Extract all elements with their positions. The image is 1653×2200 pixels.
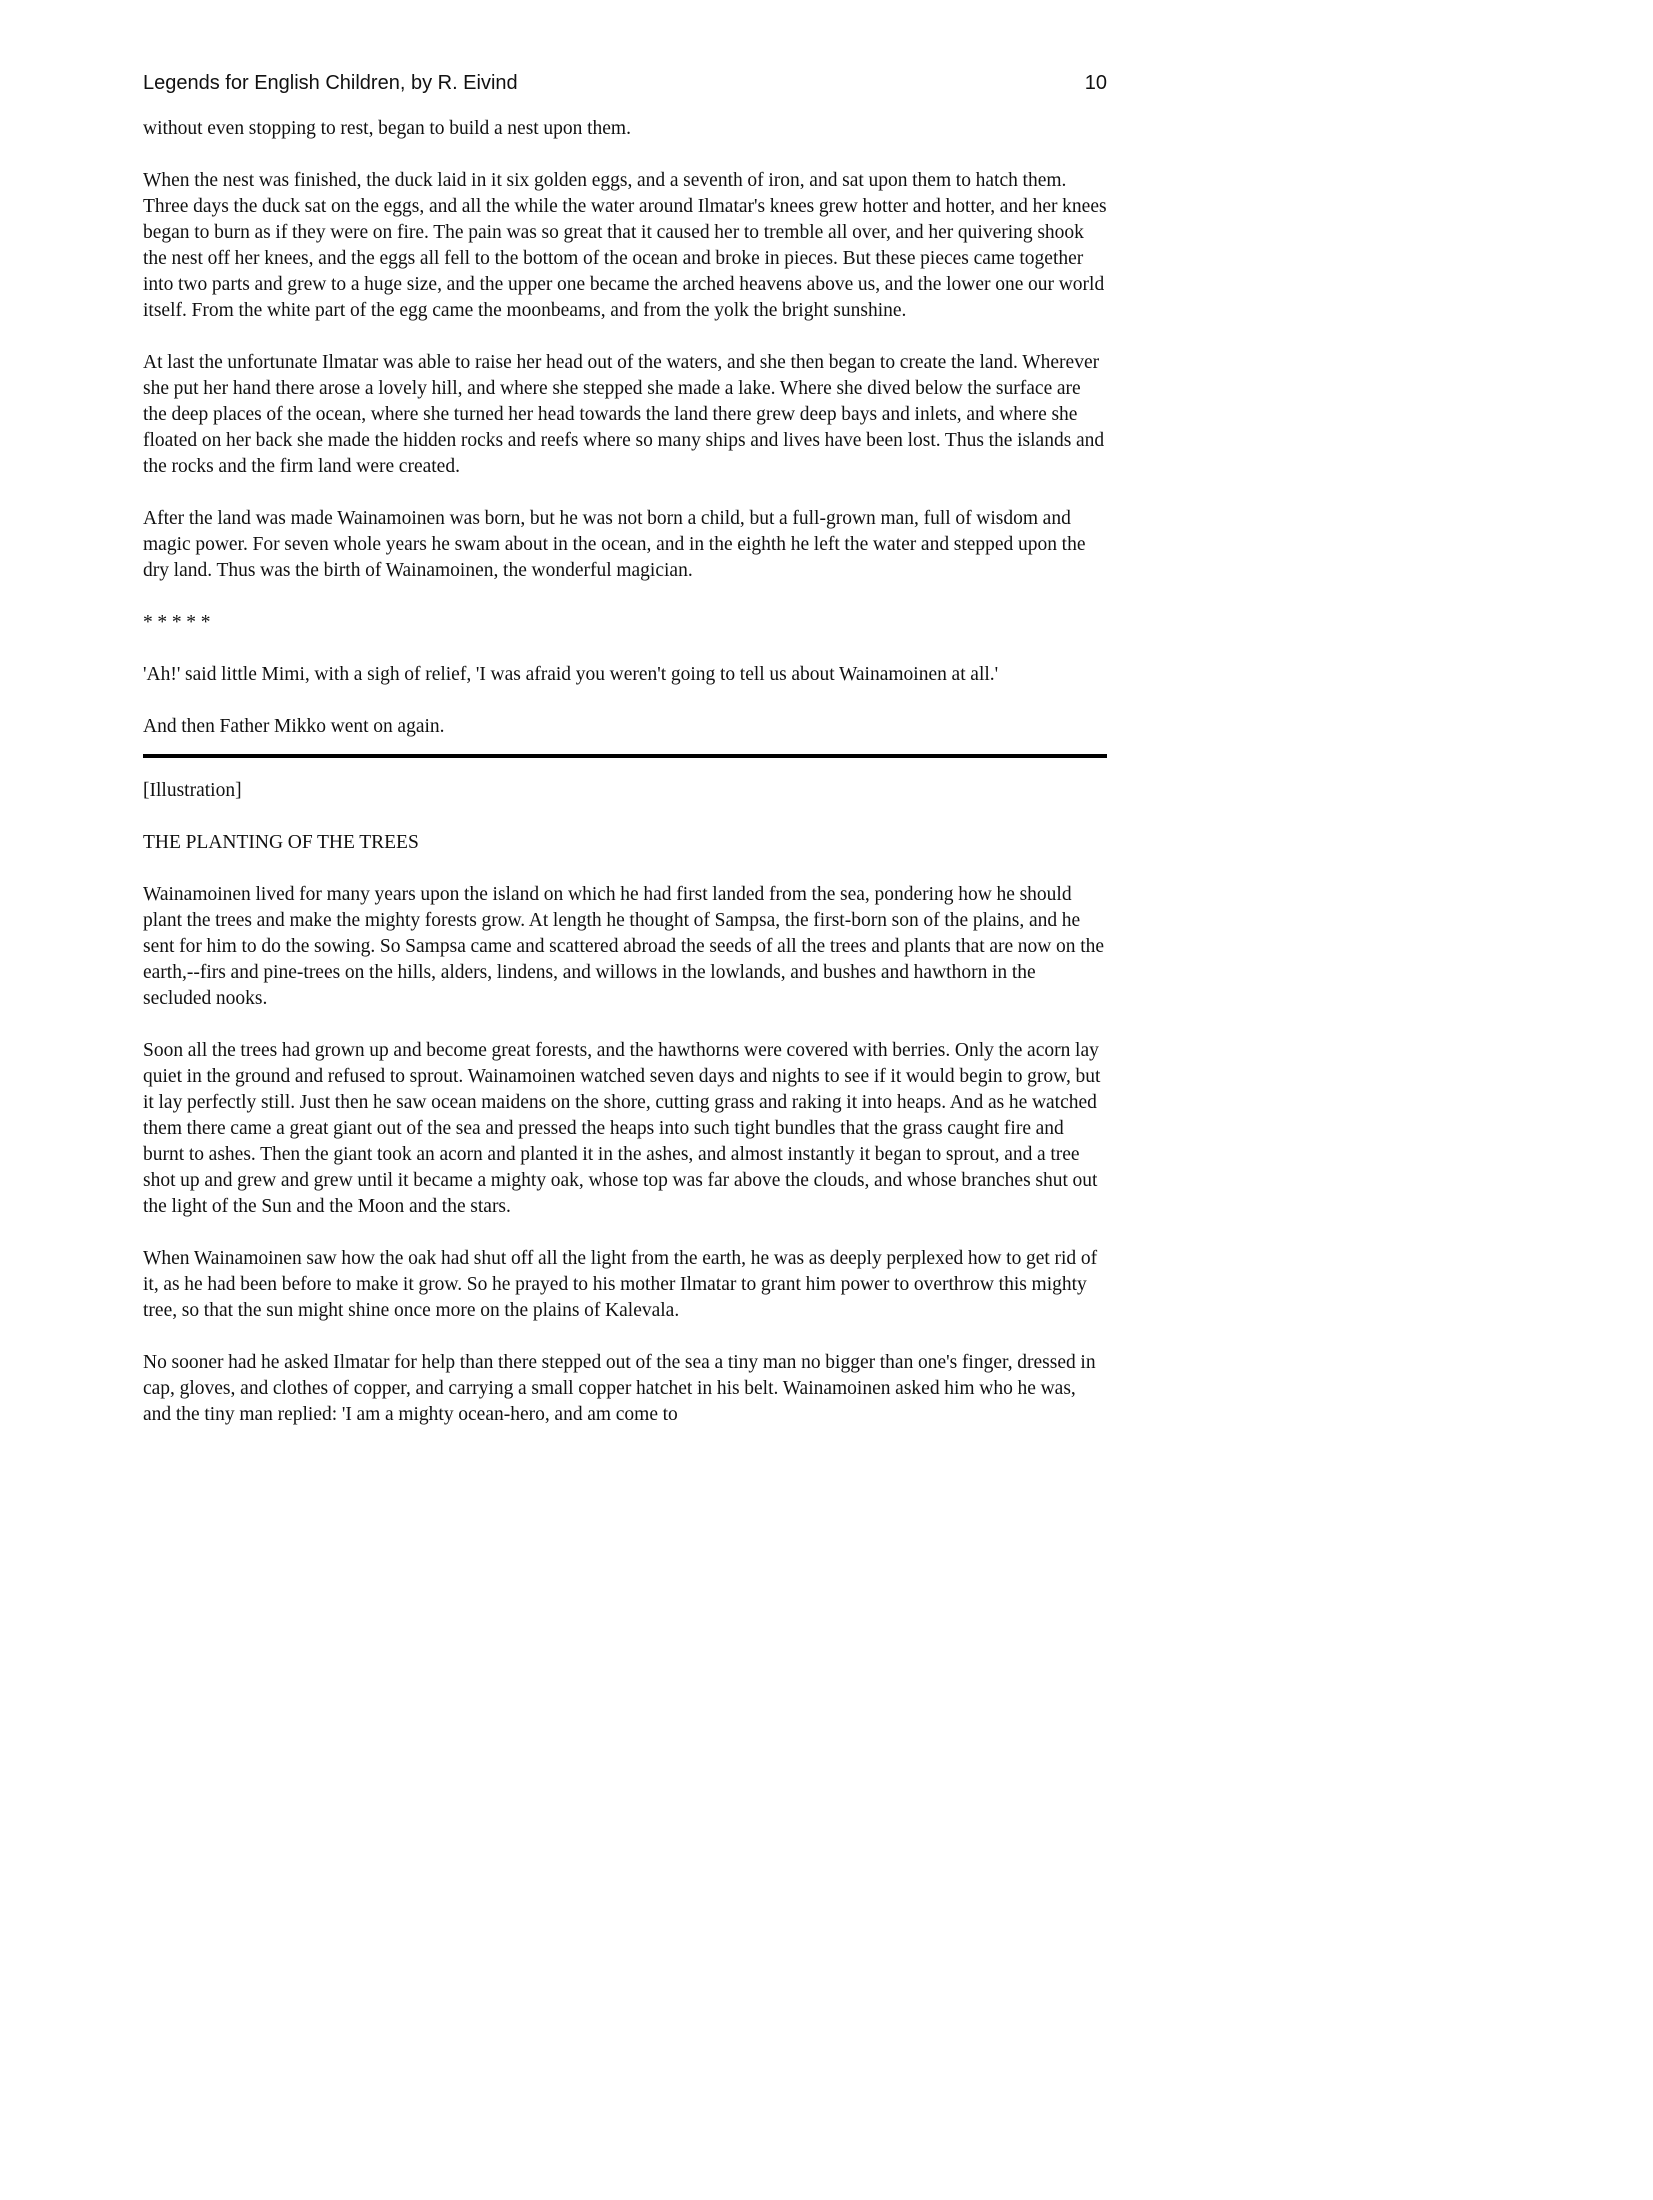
paragraph: When the nest was finished, the duck laid in it six golden eggs, and a seventh of iron, and sat upon them to hatch them. Three days the duck sat on the eggs, and all the while the water around Ilmatar's knees grew hotter and hotter, and her knees began to burn as if they were on fire. The pain was so great that it caused her to tremble all over, and her quivering shook the nest off her knees, and the eggs all fell to the bottom of the ocean and broke in pieces. But these pieces came together into two parts and grew to a huge size, and the upper one became the arched heavens above us, and the lower one our world itself. From the white part of the egg came the moonbeams, and from the yolk the bright sunshine. [143,170,1107,321]
paragraph: When Wainamoinen saw how the oak had shut off all the light from the earth, he was as deeply perplexed how to get rid of it, as he had been before to make it grow. So he prayed to his mother Ilmatar to grant him power to overthrow this mighty tree, so that the sun might shine once more on the plains of Kalevala. [143,1248,1098,1321]
chapter-title: THE PLANTING OF THE TREES [143,832,419,853]
paragraph: Wainamoinen lived for many years upon the island on which he had first landed from the sea, pondering how he should plant the trees and make the mighty forests grow. At length he thought of Sampsa, the first-born son of the plains, and he sent for him to do the sowing. So Sampsa came and scattered abroad the seeds of all the trees and plants that are now on the earth,--firs and pine-trees on the hills, alders, lindens, and willows in the lowlands, and bushes and hawthorn in the secluded nooks. [143,884,1105,1009]
running-header [143,72,1107,102]
paragraph: without even stopping to rest, began to build a nest upon them. [143,118,631,139]
paragraph: Soon all the trees had grown up and become great forests, and the hawthorns were covered with berries. Only the acorn lay quiet in the ground and refused to sprout. Wainamoinen watched seven days and nights to see if it would begin to grow, but it lay perfectly still. Just then he saw ocean maidens on the shore, cutting grass and raking it into heaps. And as he watched them there came a great giant out of the sea and pressed the heaps into such tight bundles that the grass caught fire and burnt to ashes. Then the giant took an acorn and planted it in the ashes, and almost instantly it began to sprout, and a tree shot up and grew and grew until it became a mighty oak, whose top was far above the clouds, and whose branches shut out the light of the Sun and the Moon and the stars. [143,1040,1101,1217]
horizontal-rule [143,754,1107,758]
book-title: Legends for English Children, by R. Eivind [143,72,518,94]
paragraph: No sooner had he asked Ilmatar for help than there stepped out of the sea a tiny man no bigger than one's finger, dressed in cap, gloves, and clothes of copper, and carrying a small copper hatchet in his belt. Wainamoinen asked him who he was, and the tiny man replied: 'I am a mighty ocean-hero, and am come to [143,1352,1096,1425]
paragraph: And then Father Mikko went on again. [143,716,445,737]
paragraph: After the land was made Wainamoinen was born, but he was not born a child, but a full-grown man, full of wisdom and magic power. For seven whole years he swam about in the ocean, and in the eighth he left the water and stepped upon the dry land. Thus was the birth of Wainamoinen, the wonderful magician. [143,508,1086,581]
page-number: 10 [1084,72,1107,94]
paragraph: 'Ah!' said little Mimi, with a sigh of relief, 'I was afraid you weren't going to tell us about Wainamoinen at all.' [143,664,999,685]
body-text [143,116,1107,1454]
illustration-placeholder: [Illustration] [143,780,242,801]
section-break: * * * * * [143,612,211,633]
paragraph: At last the unfortunate Ilmatar was able to raise her head out of the waters, and she then began to create the land. Wherever she put her hand there arose a lovely hill, and where she stepped she made a lake. Where she dived below the surface are the deep places of the ocean, where she turned her head towards the land there grew deep bays and inlets, and where she floated on her back she made the hidden rocks and reefs where so many ships and lives have been lost. Thus the islands and the rocks and the firm land were created. [143,352,1105,477]
